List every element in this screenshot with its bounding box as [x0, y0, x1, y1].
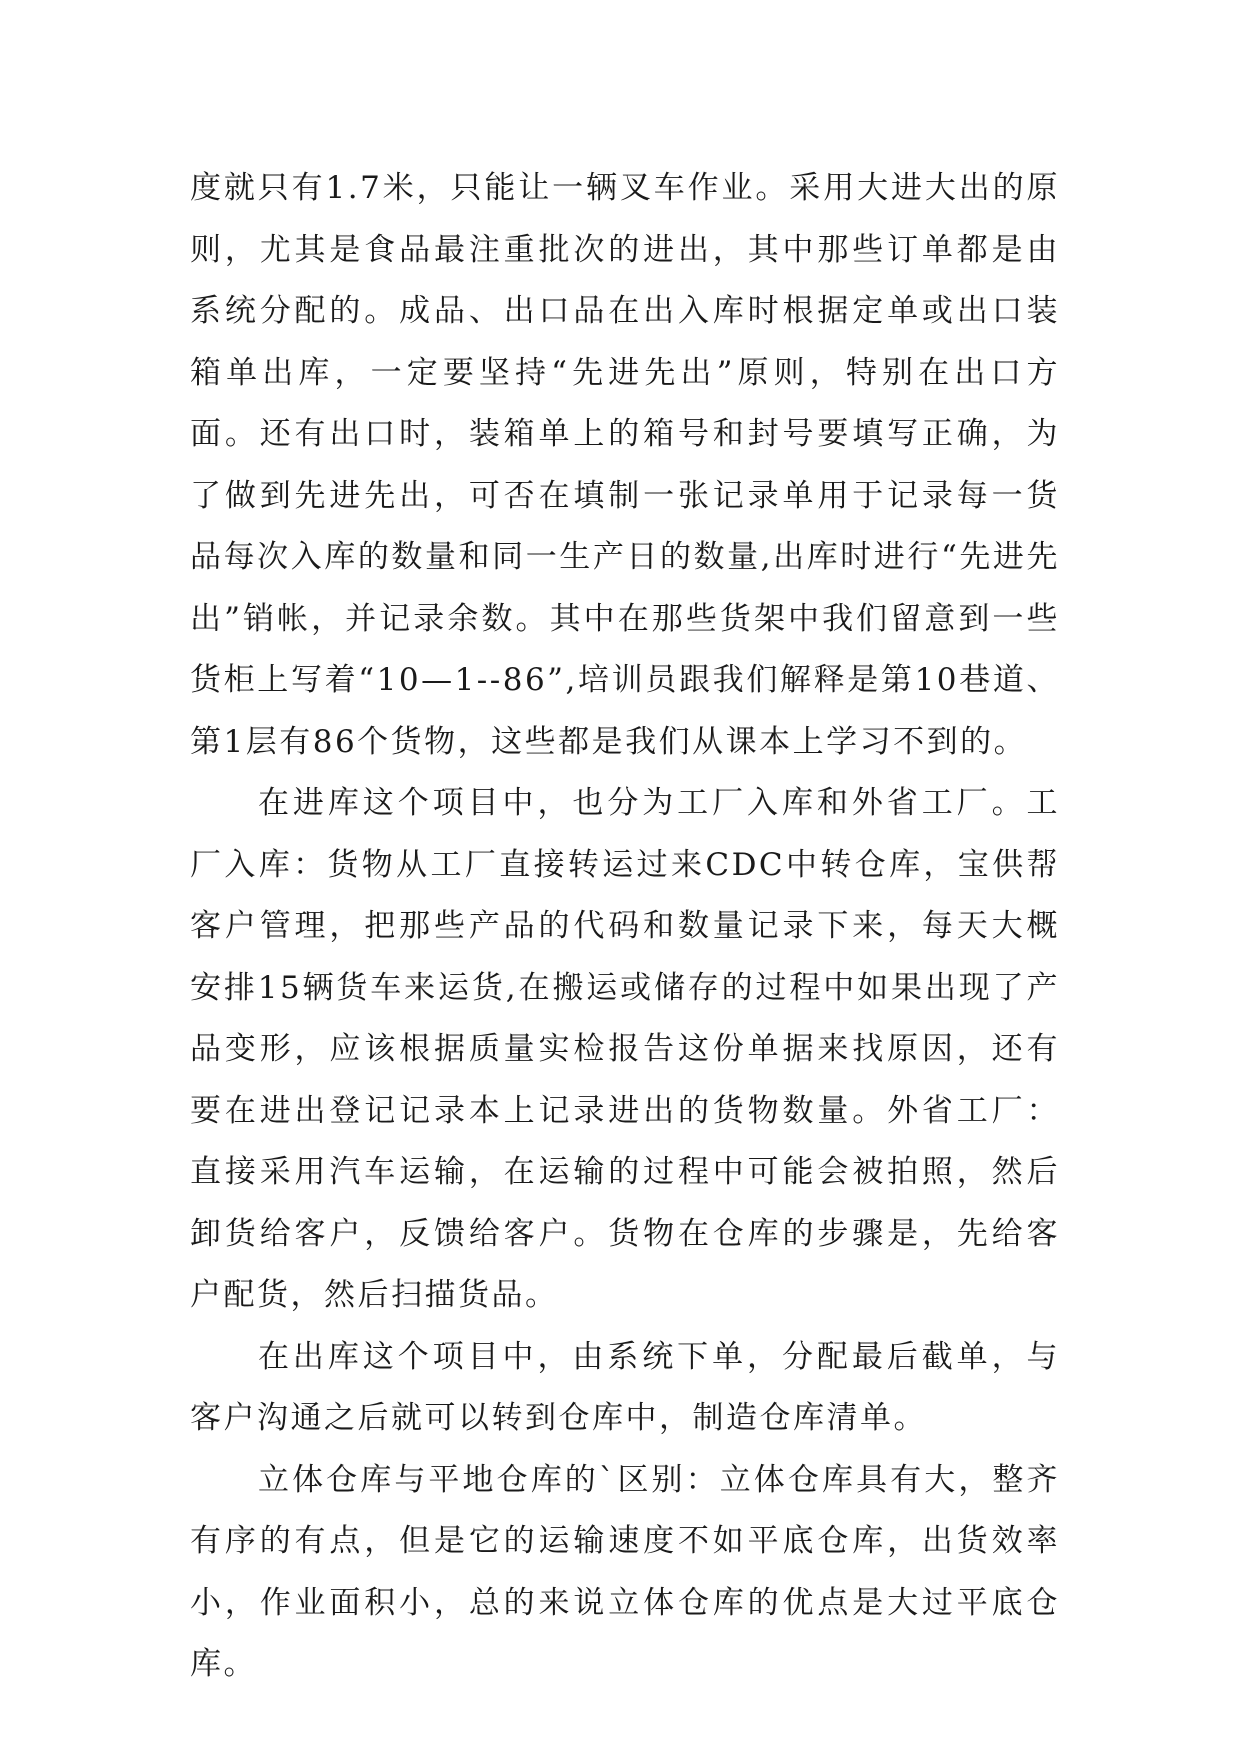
paragraph-2: 在进库这个项目中，也分为工厂入库和外省工厂。工厂入库：货物从工厂直接转运过来CDC中转仓库，宝供帮客户管理，把那些产品的代码和数量记录下来，每天大概安排15辆货车来运货,在搬运或储存的过程中如果出现了产品变形，应该根据质量实检报告这份单据来找原因，还有要在进出登记记录本上记录进出的货物数量。外省工厂：直接采用汽车运输，在运输的过程中可能会被拍照，然后卸货给客户，反馈给客户。货物在仓库的步骤是，先给客户配货，然后扫描货品。	[190, 785, 1060, 1313]
paragraph-3: 在出库这个项目中，由系统下单，分配最后截单，与客户沟通之后就可以转到仓库中，制造仓库清单。	[190, 1338, 1060, 1436]
body-text	[190, 158, 1060, 1696]
paragraph-1: 度就只有1.7米，只能让一辆叉车作业。采用大进大出的原则，尤其是食品最注重批次的进出，其中那些订单都是由系统分配的。成品、出口品在出入库时根据定单或出口装箱单出库，一定要坚持“先进先出”原则，特别在出口方面。还有出口时，装箱单上的箱号和封号要填写正确，为了做到先进先出，可否在填制一张记录单用于记录每一货品每次入库的数量和同一生产日的数量,出库时进行“先进先出”销帐，并记录余数。其中在那些货架中我们留意到一些货柜上写着“10—1--86”,培训员跟我们解释是第10巷道、第1层有86个货物，这些都是我们从课本上学习不到的。	[190, 170, 1060, 760]
paragraph-4: 立体仓库与平地仓库的`区别：立体仓库具有大，整齐有序的有点，但是它的运输速度不如平底仓库，出货效率小，作业面积小，总的来说立体仓库的优点是大过平底仓库。	[190, 1461, 1060, 1682]
